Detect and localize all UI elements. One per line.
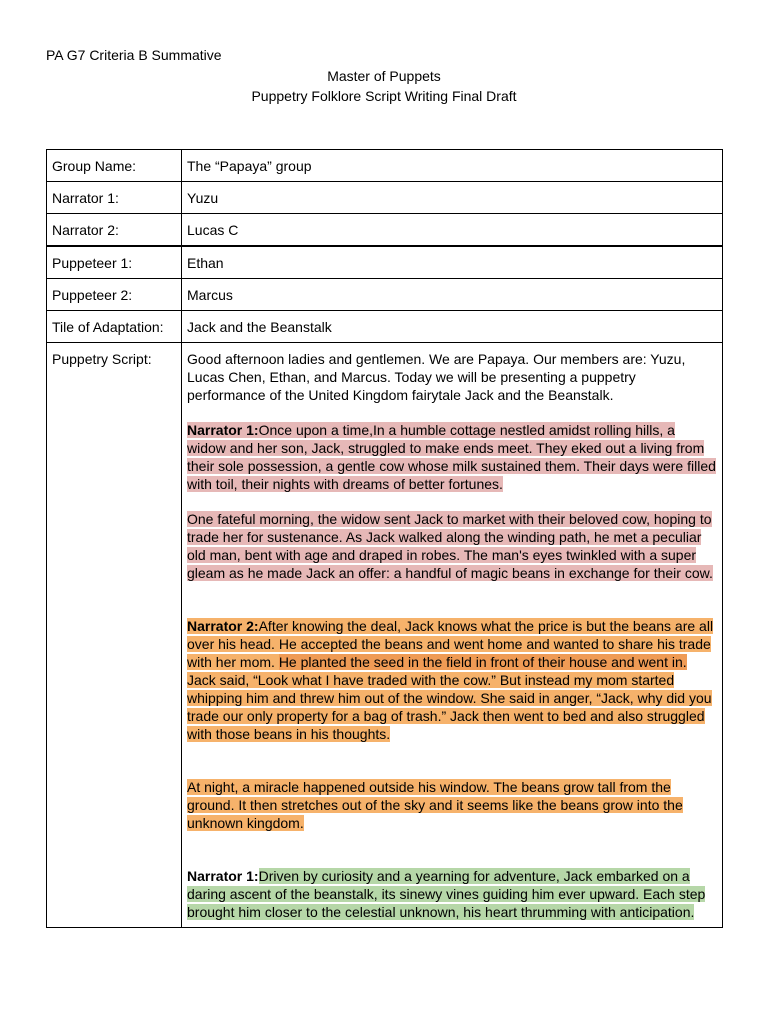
script-text: Driven by curiosity and a yearning for adventure, Jack embarked on a daring ascent of the beanstalk, its sinewy vines guiding him ever upward. Each step brought him closer to the celestial unknown, his heart thrumming with anticipation. [187, 868, 706, 920]
table-row [47, 214, 723, 247]
script-text: After knowing the deal, Jack knows what the price is but the beans are all over his head. He accepted the beans and went home and wanted to share his trade with her mom. [187, 618, 714, 670]
script-text: At night, a miracle happened outside his window. The beans grow tall from the ground. It then stretches out of the sky and it seems like the beans grow into the unknown kingdom. [187, 779, 683, 831]
row-label: Puppetry Script: [47, 343, 182, 928]
row-label: Puppeteer 1: [47, 246, 182, 279]
row-value: Ethan [182, 246, 723, 279]
title-block [0, 66, 768, 106]
row-label: Narrator 1: [47, 182, 182, 214]
speaker-label: Narrator 1: [187, 422, 259, 438]
row-value: Lucas C [182, 214, 723, 247]
document-title: Master of Puppets [327, 68, 441, 84]
document-subtitle: Puppetry Folklore Script Writing Final Draft [251, 88, 517, 104]
script-intro: Good afternoon ladies and gentlemen. We are Papaya. Our members are: Yuzu, Lucas Chen, Ethan, and Marcus. Today we will be presenting a puppetry performance of the United Kingdom fairytale Jack and the Beanstalk. [187, 351, 686, 403]
row-label: Tile of Adaptation: [47, 311, 182, 343]
speaker-label: Narrator 2: [187, 618, 259, 634]
row-value: Jack and the Beanstalk [182, 311, 723, 343]
table-row [47, 182, 723, 214]
row-value: The “Papaya” group [182, 150, 723, 182]
table-row [47, 343, 723, 928]
table-row [47, 150, 723, 182]
script-text: Once upon a time,In a humble cottage nestled amidst rolling hills, a widow and her son, Jack, struggled to make ends meet. They eked out a living from their sole possession, a gentle cow whose milk sustained them. Their days were filled with toil, their nights with dreams of better fortunes. [187, 422, 716, 492]
script-paragraph [187, 510, 717, 582]
course-header: PA G7 Criteria B Summative [46, 47, 222, 63]
table-row [47, 311, 723, 343]
table-row [47, 246, 723, 279]
script-text: One fateful morning, the widow sent Jack to market with their beloved cow, hoping to trade her for sustenance. As Jack walked along the winding path, he met a peculiar old man, bent with age and draped in robes. The man's eyes twinkled with a super gleam as he made Jack an offer: a handful of magic beans in exchange for their cow. [187, 511, 713, 581]
row-label: Group Name: [47, 150, 182, 182]
speaker-label: Narrator 1: [187, 868, 259, 884]
table-row [47, 279, 723, 311]
script-text: Jack said, “Look what I have traded with the cow.” But instead my mom started whipping him and threw him out of the window. She said in anger, “Jack, why did you trade our only property for a bag of trash.” Jack then went to bed and also struggled with those beans in his thoughts. [187, 672, 712, 742]
script-paragraph [187, 867, 717, 921]
script-paragraph [187, 778, 717, 832]
row-label: Puppeteer 2: [47, 279, 182, 311]
row-value: Yuzu [182, 182, 723, 214]
script-paragraph [187, 617, 717, 743]
row-label: Narrator 2: [47, 214, 182, 247]
script-text-highlight: He planted the seed in the field in front of their house and went in. [278, 654, 687, 670]
row-value: Marcus [182, 279, 723, 311]
script-info-table [46, 149, 723, 928]
puppetry-script [182, 343, 723, 928]
script-paragraph [187, 421, 717, 493]
